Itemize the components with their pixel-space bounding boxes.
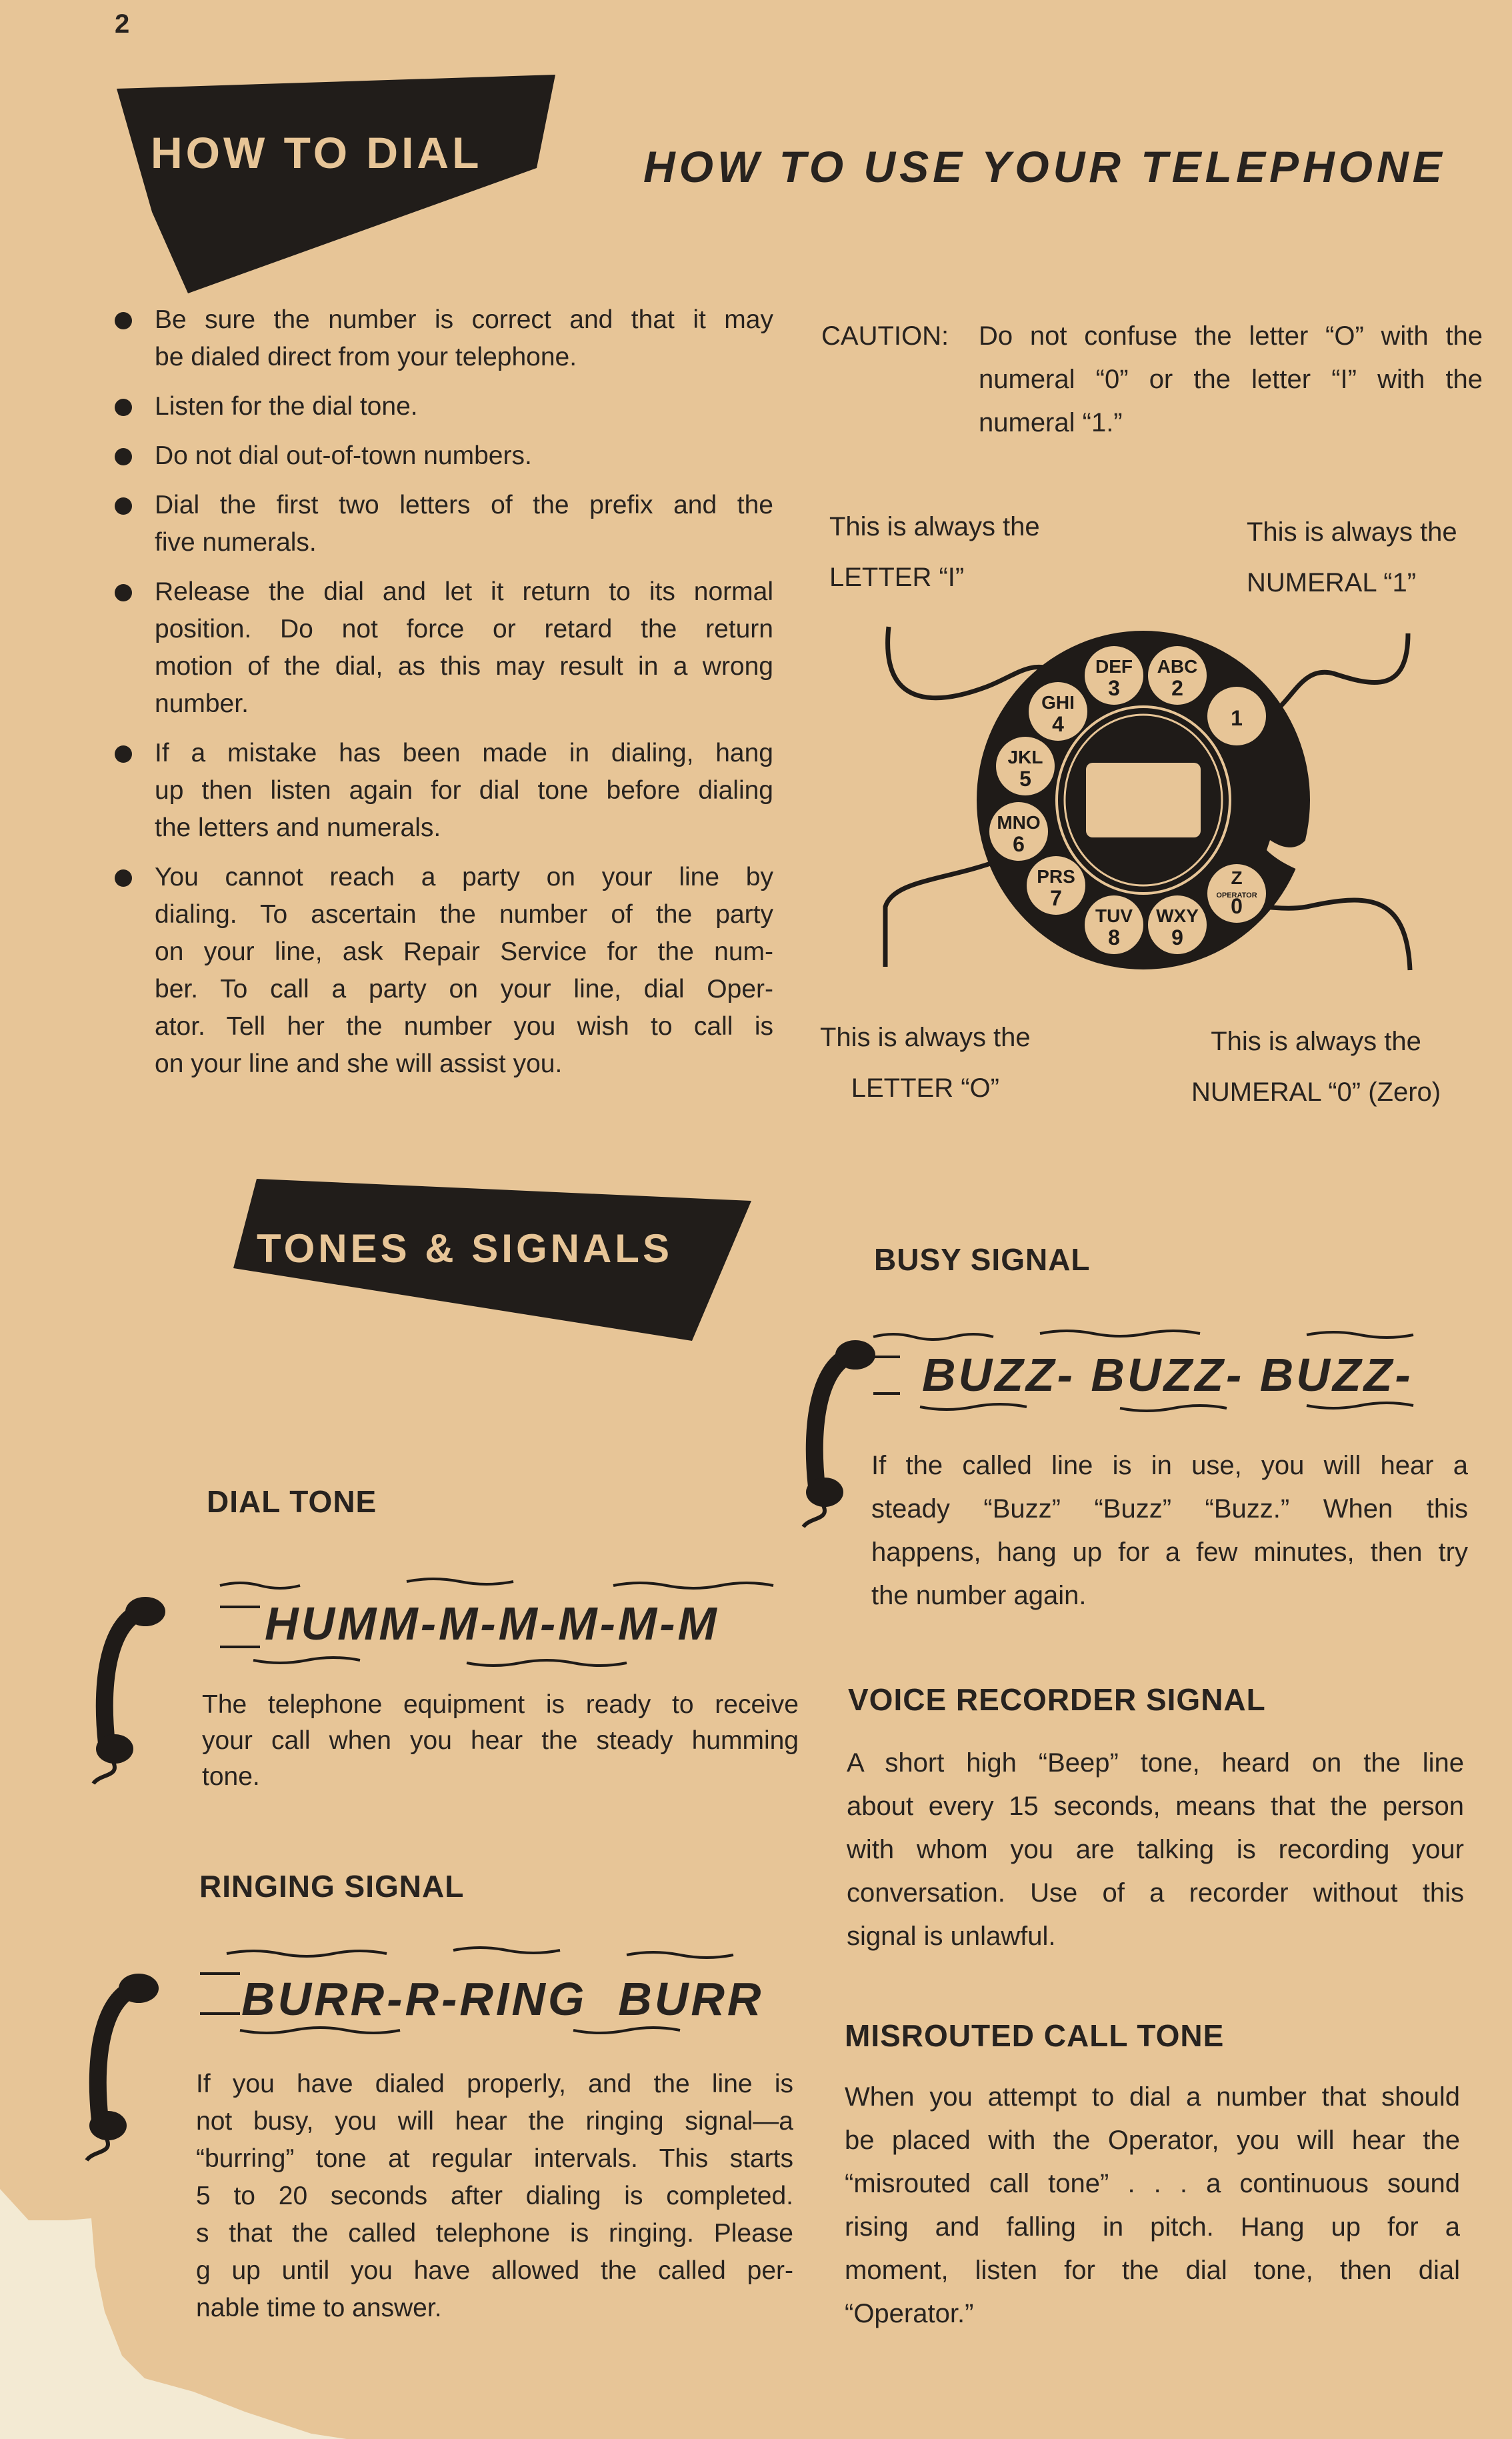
dial-tone-handset-icon xyxy=(93,1597,165,1784)
text-line: ator. Tell her the number you wish to call is xyxy=(155,1012,773,1041)
text-line: nable time to answer. xyxy=(196,2294,442,2322)
text-line: LETTER “I” xyxy=(829,563,965,592)
ringing-sound: BURR-R-RING BURR xyxy=(241,1973,764,2025)
voice-recorder-text xyxy=(847,1742,1464,1958)
ringing-handset-icon xyxy=(87,1974,159,2160)
text-line: Do not confuse the letter “O” with the xyxy=(979,321,1483,351)
text-line: Release the dial and let it return to its normal xyxy=(155,577,773,606)
busy-handset-icon xyxy=(803,1340,875,1527)
label-letter-i xyxy=(829,501,1040,603)
dial-number: 6 xyxy=(1013,832,1025,856)
label-numeral-0 xyxy=(1191,1016,1441,1117)
dial-center-window xyxy=(1086,763,1201,837)
text-line: NUMERAL “0” (Zero) xyxy=(1191,1077,1441,1107)
bullet-icon xyxy=(115,497,132,515)
bullet-icon xyxy=(115,745,132,763)
dial-number: 7 xyxy=(1050,886,1062,910)
how-to-dial-banner-shape xyxy=(117,75,555,293)
dial-number: 3 xyxy=(1108,676,1120,700)
how-to-dial-list xyxy=(107,301,773,1095)
misrouted-text xyxy=(845,2076,1460,2336)
list-item xyxy=(107,388,773,425)
dial-number: 5 xyxy=(1019,767,1031,791)
dial-tone-heading: DIAL TONE xyxy=(207,1484,377,1519)
rotary-dial xyxy=(977,631,1310,969)
busy-heading: BUSY SIGNAL xyxy=(874,1242,1091,1277)
ringing-text xyxy=(196,2066,793,2327)
list-item xyxy=(107,487,773,561)
finger-hole-9 xyxy=(1148,895,1207,954)
text-line: the letters and numerals. xyxy=(155,813,441,842)
text-line: number. xyxy=(155,689,249,718)
dial-number: 2 xyxy=(1171,676,1183,700)
text-line: tone. xyxy=(202,1762,260,1791)
finger-hole-8 xyxy=(1085,895,1143,954)
dial-letters: MNO xyxy=(997,812,1041,833)
misrouted-heading: MISROUTED CALL TONE xyxy=(845,2018,1225,2053)
text-line: “burring” tone at regular intervals. This starts xyxy=(196,2144,793,2173)
text-line: conversation. Use of a recorder without this xyxy=(847,1878,1464,1908)
tones-banner: TONES & SIGNALS xyxy=(257,1226,673,1271)
finger-hole-4 xyxy=(1029,682,1087,741)
text-line: LETTER “O” xyxy=(851,1073,999,1103)
text-line: This is always the xyxy=(829,512,1040,541)
dial-letters: GHI xyxy=(1041,692,1075,713)
caution-label: CAUTION: xyxy=(821,321,949,351)
bullet-icon xyxy=(115,448,132,465)
text-line: your call when you hear the steady humming xyxy=(202,1726,799,1755)
text-line: Dial the first two letters of the prefix and the xyxy=(155,491,773,519)
voice-recorder-heading: VOICE RECORDER SIGNAL xyxy=(848,1682,1266,1717)
dial-tone-sound: HUMM-M-M-M-M-M xyxy=(265,1598,719,1650)
text-line: This is always the xyxy=(820,1023,1031,1052)
finger-hole-1 xyxy=(1207,687,1266,745)
text-line: be placed with the Operator, you will hear the xyxy=(845,2126,1460,2155)
dial-letters: DEF xyxy=(1095,656,1133,677)
dial-tone-text xyxy=(202,1687,799,1795)
page-title: HOW TO USE YOUR TELEPHONE xyxy=(643,142,1446,191)
text-line: rising and falling in pitch. Hang up for a xyxy=(845,2212,1460,2242)
text-line: A short high “Beep” tone, heard on the line xyxy=(847,1748,1464,1778)
label-letter-o xyxy=(820,1012,1031,1113)
text-line: signal is unlawful. xyxy=(847,1922,1056,1951)
text-line: “misrouted call tone” . . . a continuous sound xyxy=(845,2169,1460,2198)
dial-letters: PRS xyxy=(1037,866,1075,887)
text-line: This is always the xyxy=(1211,1027,1421,1056)
dial-sub: OPERATOR xyxy=(1216,891,1257,899)
text-line: The telephone equipment is ready to receive xyxy=(202,1690,799,1719)
dial-number: 0 xyxy=(1231,894,1243,918)
dial-letters: JKL xyxy=(1007,747,1043,767)
text-line: “Operator.” xyxy=(845,2299,974,2328)
bullet-icon xyxy=(115,312,132,329)
text-line: If you have dialed properly, and the line is xyxy=(196,2070,793,2098)
text-line: ber. To call a party on your line, dial Oper- xyxy=(155,975,773,1003)
bullet-icon xyxy=(115,584,132,601)
ringing-heading: RINGING SIGNAL xyxy=(199,1869,465,1904)
busy-sound: BUZZ- BUZZ- BUZZ- xyxy=(922,1349,1413,1401)
list-item xyxy=(107,437,773,475)
dial-letters: Z xyxy=(1231,867,1243,888)
dial-letters: WXY xyxy=(1156,905,1199,926)
text-line: 5 to 20 seconds after dialing is completed. xyxy=(196,2182,793,2210)
text-line: s that the called telephone is ringing. Please xyxy=(196,2219,793,2248)
text-line: be dialed direct from your telephone. xyxy=(155,343,577,371)
finger-hole-5 xyxy=(996,737,1055,795)
caution-text xyxy=(979,315,1483,445)
text-line: g up until you have allowed the called per- xyxy=(196,2256,793,2285)
text-line: If a mistake has been made in dialing, hang xyxy=(155,739,773,767)
text-line: happens, hang up for a few minutes, then try xyxy=(871,1538,1468,1567)
list-item xyxy=(107,859,773,1083)
bullet-icon xyxy=(115,399,132,416)
finger-hole-7 xyxy=(1027,856,1085,915)
bullet-icon xyxy=(115,869,132,887)
text-line: the number again. xyxy=(871,1581,1087,1610)
text-line: on your line, ask Repair Service for the num- xyxy=(155,937,773,966)
dial-number: 8 xyxy=(1108,925,1120,949)
label-numeral-1 xyxy=(1247,507,1457,608)
text-line: When you attempt to dial a number that should xyxy=(845,2082,1460,2112)
text-line: position. Do not force or retard the return xyxy=(155,615,773,643)
finger-hole-6 xyxy=(989,802,1048,861)
busy-text xyxy=(871,1444,1468,1618)
text-line: five numerals. xyxy=(155,528,317,557)
text-line: not busy, you will hear the ringing signal—a xyxy=(196,2107,793,2136)
text-line: NUMERAL “1” xyxy=(1247,568,1417,597)
list-item xyxy=(107,301,773,376)
dial-letters: TUV xyxy=(1095,905,1133,926)
text-line: Be sure the number is correct and that it may xyxy=(155,305,773,334)
finger-hole-0 xyxy=(1207,864,1266,923)
text-line: steady “Buzz” “Buzz” “Buzz.” When this xyxy=(871,1494,1468,1524)
text-line: dialing. To ascertain the number of the party xyxy=(155,900,773,929)
text-line: numeral “1.” xyxy=(979,408,1123,437)
text-line: If the called line is in use, you will hear a xyxy=(871,1451,1468,1480)
dial-number: 4 xyxy=(1052,712,1064,736)
dial-letters: ABC xyxy=(1157,656,1198,677)
text-line: numeral “0” or the letter “I” with the xyxy=(979,365,1483,394)
how-to-dial-banner: HOW TO DIAL xyxy=(151,128,483,177)
list-item xyxy=(107,735,773,847)
text-line: You cannot reach a party on your line by xyxy=(155,863,773,891)
text-line: on your line and she will assist you. xyxy=(155,1049,563,1078)
list-item xyxy=(107,573,773,723)
text-line: about every 15 seconds, means that the person xyxy=(847,1792,1464,1821)
text-line: This is always the xyxy=(1247,517,1457,547)
dial-number: 9 xyxy=(1171,925,1183,949)
page-number: 2 xyxy=(115,9,130,39)
finger-hole-2 xyxy=(1148,646,1207,705)
text-line: Listen for the dial tone. xyxy=(155,392,418,421)
text-line: moment, listen for the dial tone, then dial xyxy=(845,2256,1460,2285)
dial-number: 1 xyxy=(1231,706,1243,730)
text-line: Do not dial out-of-town numbers. xyxy=(155,441,532,470)
text-line: up then listen again for dial tone before dialing xyxy=(155,776,773,805)
finger-hole-3 xyxy=(1085,646,1143,705)
text-line: motion of the dial, as this may result in a wrong xyxy=(155,652,773,681)
text-line: with whom you are talking is recording your xyxy=(847,1835,1464,1864)
